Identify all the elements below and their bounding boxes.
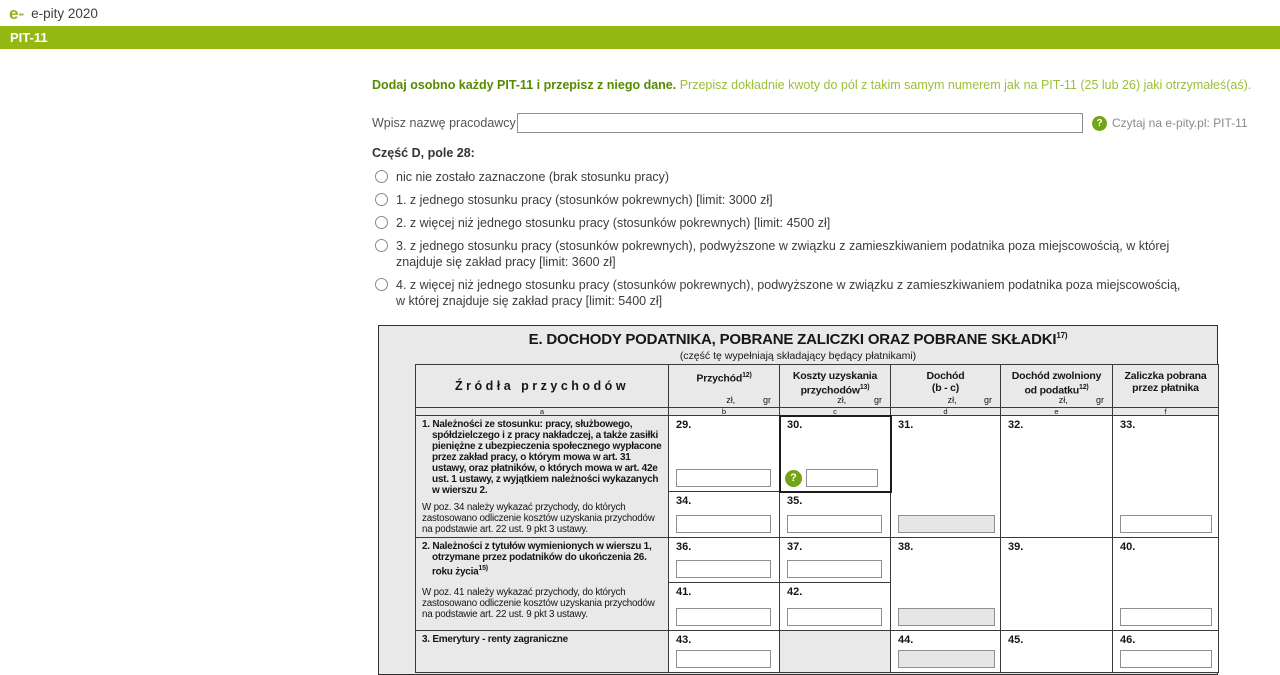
unit-zl: zł,: [837, 395, 847, 405]
field-43-input[interactable]: [676, 650, 771, 668]
part-d-options: [372, 169, 1258, 309]
cell-number: 35.: [787, 495, 803, 507]
cell-36: [669, 538, 780, 583]
unit-gr: gr: [1095, 395, 1104, 405]
unit-gr: gr: [762, 395, 771, 405]
radio-label: 2. z więcej niż jednego stosunku pracy (stosunków pokrewnych) [limit: 4500 zł]: [396, 216, 831, 230]
cell-31: [891, 416, 1001, 538]
cell-number: 31.: [898, 419, 914, 431]
cell-34: [669, 492, 780, 538]
intro-rest-text: Przepisz dokładnie kwoty do pól z takim samym numerem jak na PIT-11 (25 lub 26) jaki otrzymałeś(aś).: [679, 78, 1252, 92]
form-banner: [0, 26, 1280, 49]
column-header-label2: od podatku: [1024, 384, 1080, 397]
cell-40: [1113, 538, 1219, 631]
cell-37: [780, 538, 891, 583]
field-31-input-disabled: [898, 515, 995, 533]
field-44-input-disabled: [898, 650, 995, 668]
column-header-koszty: [780, 365, 891, 408]
column-header-dochod-zwolniony: [1001, 365, 1113, 408]
column-letter-f: f: [1113, 408, 1219, 416]
radio-button[interactable]: [375, 278, 388, 291]
column-unit: [726, 395, 771, 405]
field-40-input[interactable]: [1120, 608, 1212, 626]
radio-button[interactable]: [375, 193, 388, 206]
column-unit: [1059, 395, 1104, 405]
cell-number: 34.: [676, 495, 692, 507]
column-letter-d: d: [891, 408, 1001, 416]
cell-number: 45.: [1008, 634, 1024, 646]
cell-43: [669, 631, 780, 673]
column-header-label: Dochód: [926, 370, 965, 382]
field-46-input[interactable]: [1120, 650, 1212, 668]
cell-number: 38.: [898, 541, 914, 553]
column-header-przychod: [669, 365, 780, 408]
row2-note-text: W poz. 41 należy wykazać przychody, do których zastosowano odliczenie kosztów uzyskania przychodów na podstawie art. 22 ust. 9 pkt 3 ustawy.: [422, 587, 655, 621]
field-30-input[interactable]: [806, 469, 878, 487]
cell-row3-blocked: [780, 631, 891, 673]
employer-help[interactable]: [1092, 116, 1248, 131]
radio-option-3[interactable]: [372, 238, 1258, 270]
cell-number: 36.: [676, 541, 692, 553]
column-header-footnote: 13): [859, 384, 870, 391]
unit-zl: zł,: [726, 395, 736, 405]
cell-number: 29.: [676, 419, 692, 431]
part-d-heading: Część D, pole 28:: [372, 146, 475, 160]
section-e-grid: [415, 364, 1219, 673]
column-header-dochod: [891, 365, 1001, 408]
logo-letter-e: e: [9, 3, 19, 23]
cell-41: [669, 583, 780, 631]
column-unit: [948, 395, 992, 405]
section-e-table: [378, 325, 1218, 675]
cell-number: 32.: [1008, 419, 1024, 431]
cell-39: [1001, 538, 1113, 631]
field-38-input-disabled: [898, 608, 995, 626]
cell-number: 40.: [1120, 541, 1136, 553]
field-29-input[interactable]: [676, 469, 771, 487]
row2-label-text: 2. Należności z tytułów wymienionych w wierszu 1, otrzymane przez podatników do ukończenia 26. roku życia: [422, 541, 652, 578]
employer-row: [372, 113, 1258, 133]
cell-46: [1113, 631, 1219, 673]
logo-dash: -: [18, 3, 25, 23]
row1-note-text: W poz. 34 należy wykazać przychody, do których zastosowano odliczenie kosztów uzyskania przychodów na podstawie art. 22 ust. 9 pkt 3 ustawy.: [422, 502, 655, 535]
cell-number: 37.: [787, 541, 803, 553]
column-header-label2: przez płatnika: [1132, 382, 1199, 394]
epity-logo: [9, 5, 24, 22]
column-header-label: Przychód: [696, 372, 743, 385]
field-41-input[interactable]: [676, 608, 771, 626]
cell-32: [1001, 416, 1113, 538]
cell-number: 42.: [787, 586, 803, 598]
column-header-sources: Źródła przychodów: [416, 365, 669, 408]
help-question-icon[interactable]: ?: [785, 470, 802, 487]
field-33-input[interactable]: [1120, 515, 1212, 533]
cell-30: [780, 416, 891, 492]
column-header-label: Koszty uzyskania: [792, 370, 878, 382]
cell-44: [891, 631, 1001, 673]
cell-number: 33.: [1120, 419, 1136, 431]
cell-number: 43.: [676, 634, 692, 646]
column-header-footnote: 12): [742, 372, 752, 379]
row3-source-label: [416, 631, 669, 673]
radio-label: 4. z więcej niż jednego stosunku pracy (stosunków pokrewnych), podwyższone w związku z zamieszkiwaniem podatnika poza miejscowością, w której znajduje się zakład pracy [limit: 5400 zł]: [396, 278, 1181, 308]
section-e-title-text: E. DOCHODY PODATNIKA, POBRANE ZALICZKI ORAZ POBRANE SKŁADKI: [528, 331, 1057, 348]
cell-38: [891, 538, 1001, 631]
cell-number: 46.: [1120, 634, 1136, 646]
field-35-input[interactable]: [787, 515, 882, 533]
column-letter-a: a: [416, 408, 669, 416]
form-banner-title: PIT-11: [10, 30, 48, 45]
column-header-label: Zaliczka pobrana: [1124, 370, 1207, 382]
section-e-subtitle: (część tę wypełniają składający będący płatnikami): [679, 350, 917, 362]
radio-option-1[interactable]: [372, 192, 1258, 208]
column-header-label2: (b - c): [931, 382, 960, 394]
radio-label: nic nie zostało zaznaczone (brak stosunku pracy): [396, 170, 670, 184]
column-header-zaliczka: [1113, 365, 1219, 408]
radio-label: 3. z jednego stosunku pracy (stosunków pokrewnych), podwyższone w związku z zamieszkiwaniem podatnika poza miejscowością, w której znajduje się zakład pracy [limit: 3600 zł]: [396, 239, 1170, 269]
field-37-input[interactable]: [787, 560, 882, 578]
row2-label-footnote: 15): [478, 565, 488, 572]
unit-gr: gr: [873, 395, 882, 405]
radio-button[interactable]: [375, 239, 388, 252]
intro-bold-text: Dodaj osobno każdy PIT-11 i przepisz z niego dane.: [372, 78, 677, 92]
field-34-input[interactable]: [676, 515, 771, 533]
field-42-input[interactable]: [787, 608, 882, 626]
employer-name-input[interactable]: [517, 113, 1083, 133]
radio-label: 1. z jednego stosunku pracy (stosunków pokrewnych) [limit: 3000 zł]: [396, 193, 773, 207]
column-header-label2: przychodów: [800, 384, 860, 397]
cell-number: 30.: [787, 419, 803, 431]
row3-label-text: 3. Emerytury - renty zagraniczne: [422, 634, 568, 645]
unit-zl: zł,: [1058, 395, 1068, 405]
unit-zl: zł,: [947, 395, 957, 405]
column-letter-b: b: [669, 408, 780, 416]
help-link-text[interactable]: Czytaj na e-pity.pl: PIT-11: [1112, 116, 1248, 130]
radio-button[interactable]: [375, 216, 388, 229]
cell-29: [669, 416, 780, 492]
cell-35: [780, 492, 891, 538]
section-e-title: [379, 331, 1217, 348]
radio-button[interactable]: [375, 170, 388, 183]
field-36-input[interactable]: [676, 560, 771, 578]
top-bar: [0, 0, 1280, 26]
radio-option-4[interactable]: [372, 277, 1258, 309]
employer-label: Wpisz nazwę pracodawcy: [372, 116, 516, 130]
row1-source-label: [416, 416, 669, 538]
radio-option-none[interactable]: [372, 169, 1258, 185]
cell-number: 41.: [676, 586, 692, 598]
row2-source-label: [416, 538, 669, 631]
main-content: [372, 78, 1258, 675]
app-title: e-pity 2020: [31, 5, 98, 21]
column-header-footnote: 12): [1079, 384, 1089, 391]
column-letter-c: c: [780, 408, 891, 416]
cell-42: [780, 583, 891, 631]
help-question-icon[interactable]: ?: [1092, 116, 1107, 131]
intro-text: [372, 78, 1258, 93]
row1-label-text: 1. Należności ze stosunku: pracy, służbowego, spółdzielczego i z pracy nakładczej, a także zasiłki pieniężne z ubezpieczenia społecznego wypłacone przez zakład pracy, o którym mowa w art. 31 ustawy, oraz płatników, o których mowa w art. 42e ust. 1 ustawy, z wyjątkiem należności wykazanych w wierszu 2.: [422, 419, 662, 496]
column-unit: [837, 395, 882, 405]
unit-gr: gr: [983, 395, 992, 405]
radio-option-2[interactable]: [372, 215, 1258, 231]
cell-33: [1113, 416, 1219, 538]
cell-number: 39.: [1008, 541, 1024, 553]
column-letter-e: e: [1001, 408, 1113, 416]
cell-number: 44.: [898, 634, 914, 646]
cell-45: [1001, 631, 1113, 673]
section-e-title-footnote: 17): [1056, 331, 1068, 340]
column-header-label: Dochód zwolniony: [1011, 370, 1102, 382]
